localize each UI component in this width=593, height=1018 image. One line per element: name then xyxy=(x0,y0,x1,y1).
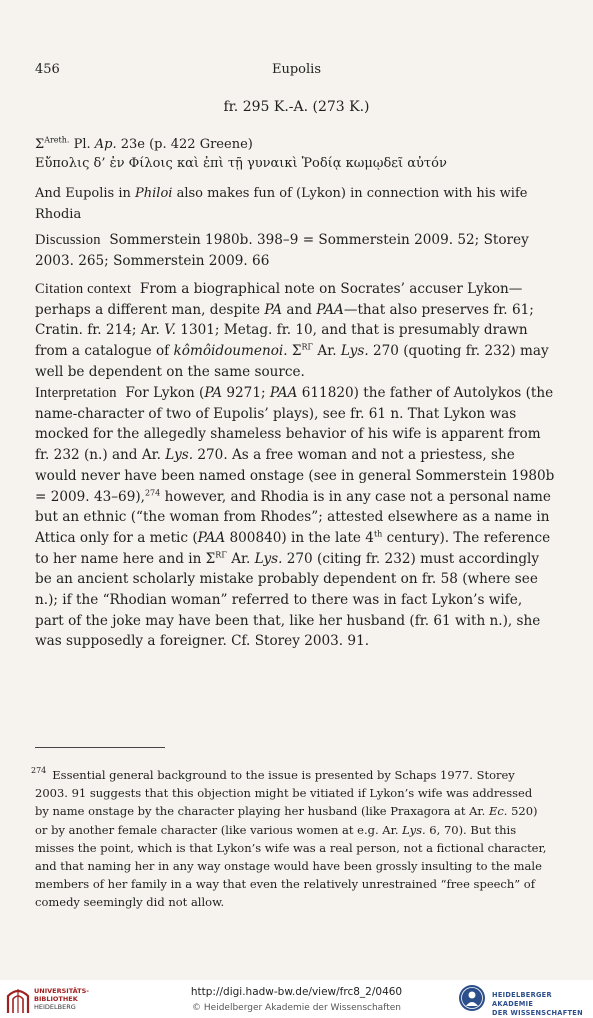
source-citation xyxy=(35,135,555,173)
footnote-ref[interactable]: 274 xyxy=(144,487,161,497)
section-label: Interpretation xyxy=(35,385,117,401)
academy-logo[interactable]: HEIDELBERGER AKADEMIE DER WISSENSCHAFTEN xyxy=(458,983,590,1015)
translation: And Eupolis in Philoi also makes fun of (Lykon) in connection with his wife Rhodia xyxy=(35,186,528,222)
interpretation-section: Interpretation For Lykon (PA 9271; PAA 611820) the father of Autolykos (the name-character of two of Eupolis’ plays), see fr. 61 n. That Lykon was mocked for the allegedly shameless behavior of his wife is apparent from fr. 232 (n.) and Ar. Lys. 270. As a free woman and not a priestess, she would never have been named onstage (see in general Sommerstein 1980b = 2009. 43–69),$^{274}$ however, and Rhodia is in any case not a personal name but an ethnic (“the woman from Rhodes”; attested elsewhere as a name in Attica only for a metic (PAA 800840) in the late 4th century). The reference to her name here and in $\Sigma^{R\Gamma}$ Ar. Lys. 270 (citing fr. 232) must accordingly be an ancient scholarly mistake probably dependent on fr. 58 (where see n.); if the “Rhodian woman” referred to there was in fact Lykon’s wife, part of the joke may have been that, like her husband (fr. 61 with n.), she was supposedly a foreigner. Cf. Storey 2003. 91. xyxy=(35,385,555,650)
footnote: $^{274}$ Essential general background to the issue is presented by Schaps 1977. Storey 2003. 91 suggests that this objection might be vitiated if Lykon’s wife was addressed by name onstage by the character playing her husband (like Praxagora at Ar. Ec. 520) or by another female character (like various women at e.g. Ar. Lys. 6, 70). But this misses the point, which is that Lykon’s wife was a real person, not a fictional character, and that naming her in any way onstage would have been grossly insulting to the male members of her family in a way that even the relatively unrestrained “free speech” of comedy seemingly did not allow. xyxy=(31,766,547,910)
source-reference: $\Sigma^{Areth.}$ Pl. Ap. 23e (p. 422 Greene) xyxy=(35,135,253,152)
viewer-footer xyxy=(0,980,593,1018)
fragment-title: fr. 295 K.-A. (273 K.) xyxy=(223,99,370,115)
running-head: Eupolis xyxy=(272,62,321,77)
greek-text: Εὔπολις δ’ ἐν Φίλοις καὶ ἐπὶ τῇ γυναικὶ Ῥοδίᾳ κωμῳδεῖ αὐτόν xyxy=(35,156,447,171)
academy-seal-icon xyxy=(458,984,486,1012)
section-label: Citation context xyxy=(35,281,132,297)
discussion-section: Discussion Sommerstein 1980b. 398–9 = Sommerstein 2009. 52; Storey 2003. 265; Sommerstein 2009. 66 xyxy=(35,232,529,269)
page-url-link[interactable]: http://digi.hadw-bw.de/view/frc8_2/0460 xyxy=(190,986,403,998)
citation-context-section: Citation context From a biographical note on Socrates’ accuser Lykon—perhaps a different man, despite PA and PAA—that also preserves fr. 61; Cratin. fr. 214; Ar. V. 1301; Metag. fr. 10, and that is presumably drawn from a catalogue of kômôidoumenoi. $\Sigma^{R\Gamma}$ Ar. Lys. 270 (quoting fr. 232) may well be dependent on the same source. xyxy=(35,281,549,380)
section-label: Discussion xyxy=(35,232,101,248)
footnote-divider xyxy=(35,747,165,748)
copyright-notice: © Heidelberger Akademie der Wissenschaften xyxy=(192,1003,401,1013)
university-library-logo[interactable]: UNIVERSITÄTS- BIBLIOTHEK HEIDELBERG xyxy=(6,983,146,1015)
footnote-number: 274 xyxy=(31,766,47,775)
page-number: 456 xyxy=(35,62,60,77)
